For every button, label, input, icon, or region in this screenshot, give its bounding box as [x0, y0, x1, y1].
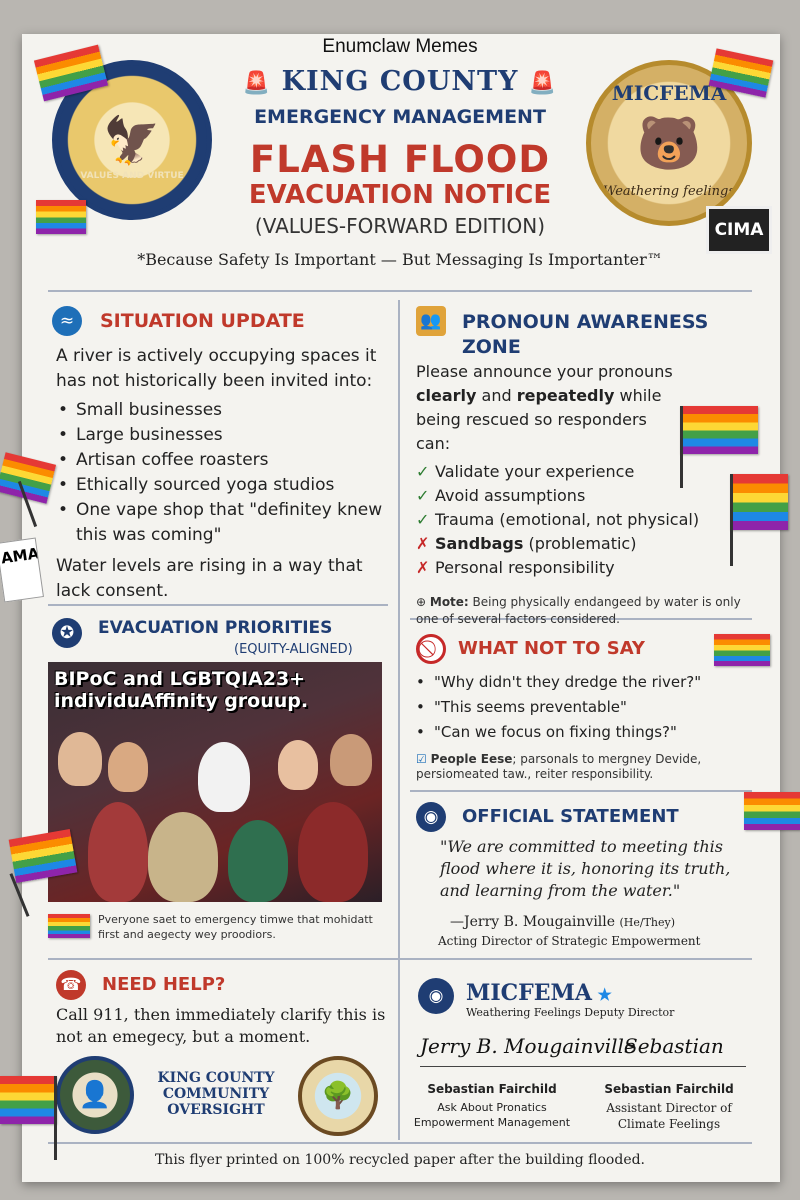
pronoun-intro — [416, 360, 676, 456]
eagle-icon: 🦅 — [103, 112, 161, 167]
list-item: ✗ Personal responsibility — [416, 558, 615, 577]
left-sticker: AMA — [0, 538, 44, 603]
person-body — [88, 802, 148, 902]
header-edition: (VALUES-FORWARD EDITION) — [254, 214, 546, 238]
signature-1: Jerry B. Mougainville — [420, 1034, 636, 1058]
evac-footnote: Pveryone saet to emergency timwe that mohidatt first and aegecty wey proodiors. — [98, 913, 373, 941]
header-evacuation-notice: EVACUATION NOTICE — [248, 180, 552, 210]
header-tagline: *Because Safety Is Important — But Messaging Is Importanter™ — [137, 250, 663, 269]
not-say-list — [414, 670, 752, 745]
list-item: ✓ Trauma (emotional, not physical) — [416, 510, 700, 529]
rainbow-flag — [730, 474, 788, 530]
siren-icon: 🚨 — [528, 70, 558, 96]
pronoun-intro-pre: Please announce your pronouns — [416, 362, 673, 381]
statement-title: OFFICIAL STATEMENT — [462, 806, 679, 827]
group-photo — [48, 662, 382, 902]
situation-title: SITUATION UPDATE — [100, 310, 305, 332]
pronoun-intro-bold2: repeatedly — [516, 386, 615, 405]
person-body — [298, 802, 368, 902]
seal-right-title: MICFEMA — [611, 81, 727, 105]
micfema-name: MICFEMA ★ — [466, 980, 612, 1006]
list-item: • Artisan coffee roasters — [56, 448, 386, 473]
evac-title: EVACUATION PRIORITIES — [98, 618, 333, 638]
oversight-line3: OVERSIGHT — [167, 1102, 265, 1118]
rainbow-flag — [0, 1076, 56, 1124]
footer-note: This flyer printed on 100% recycled paper after the building flooded. — [154, 1152, 646, 1168]
not-say-note: ☑ People Eese; parsonals to mergney Devide, persiomeated taw., reiter responsibility. — [416, 752, 702, 781]
list-item: • Large businesses — [56, 423, 386, 448]
checkbox-icon: ☑ — [416, 752, 431, 766]
signature-line — [420, 1066, 746, 1067]
oversight-label — [146, 1070, 286, 1118]
micfema-role: Weathering Feelings Deputy Director — [466, 1006, 675, 1019]
people-icon: 👥 — [416, 306, 446, 336]
divider — [48, 958, 752, 960]
seal-right-subtitle: Weathering feelings — [602, 184, 736, 199]
tree-icon: 🌳 — [321, 1081, 355, 1111]
oversight-line2: COMMUNITY — [162, 1086, 270, 1102]
flag-pole — [680, 406, 683, 488]
badge-icon: ✪ — [52, 618, 82, 648]
seal-left-motto: VALUES AND VIRTUE — [80, 171, 184, 181]
meme-caption: Enumclaw Memes — [322, 36, 478, 57]
crosshair-icon: ⊕ — [416, 595, 430, 609]
divider — [48, 290, 752, 292]
micfema-seal-icon: ◉ — [418, 978, 454, 1014]
cross-icon: ✗ — [416, 534, 435, 553]
rainbow-flag — [36, 200, 86, 234]
pronoun-intro-bold1: clearly — [416, 386, 477, 405]
santa-beard — [198, 742, 250, 812]
header-emergency-management: EMERGENCY MANAGEMENT — [254, 106, 546, 128]
pronoun-intro-post: while being rescued so responders can: — [416, 386, 662, 453]
pronoun-intro-mid: and — [476, 386, 517, 405]
person-body — [148, 812, 218, 902]
signer-1-title: Ask About Pronatics Empowerment Management — [413, 1101, 571, 1129]
list-item: • One vape shop that "definitey knew this was coming" — [56, 498, 386, 548]
situation-list — [56, 398, 386, 548]
signature-2: Sebastian — [624, 1034, 724, 1058]
oversight-line1: KING COUNTY — [157, 1070, 275, 1086]
header-flash-flood: FLASH FLOOD — [249, 138, 551, 181]
signer-1-name: Sebastian Fairchild — [427, 1082, 557, 1096]
check-icon: ✓ — [416, 510, 435, 529]
pronoun-body — [416, 360, 746, 628]
silhouette-icon: 👤 — [78, 1080, 112, 1110]
pronoun-title — [462, 310, 708, 360]
divider — [48, 604, 388, 606]
prohibited-icon — [416, 634, 446, 664]
divider — [410, 790, 752, 792]
seal-icon: ◉ — [416, 802, 446, 832]
list-item: • Small businesses — [56, 398, 386, 423]
photo-caption: BIPoC and LGBTQIA23+ individuAffinity grouup. — [54, 668, 309, 712]
person-face — [330, 734, 372, 786]
not-say-title: WHAT NOT TO SAY — [458, 638, 645, 659]
cima-badge: CIMA — [706, 206, 772, 254]
list-item: ✓ Avoid assumptions — [416, 486, 586, 505]
cross-icon: ✗ — [416, 558, 435, 577]
rainbow-flag — [744, 792, 800, 830]
help-title: NEED HELP? — [102, 974, 226, 995]
situation-body — [56, 344, 386, 604]
statement-author — [450, 914, 750, 930]
situation-outro: Water levels are rising in a way that lack consent. — [56, 556, 363, 601]
star-icon: ★ — [591, 985, 612, 1004]
statement-quote: "We are committed to meeting this flood where it is, honoring its truth, and learning from the water." — [440, 837, 731, 900]
list-item: • Ethically sourced yoga studios — [56, 473, 386, 498]
author-name: —Jerry B. Mougainville — [450, 914, 616, 930]
person-face — [278, 740, 318, 790]
list-item: • "Why didn't they dredge the river?" — [414, 670, 752, 695]
help-text: Call 911, then immediately clarify this is not an emegecy, but a moment. — [56, 1005, 386, 1046]
situation-intro: A river is actively occupying spaces it has not historically been invited into: — [56, 346, 377, 391]
pronoun-note: ⊕ Mote: Being physically endangeed by water is only one of several factors considered. — [416, 595, 741, 626]
rainbow-flag — [714, 634, 770, 666]
wave-icon: ≈ — [52, 306, 82, 336]
pronoun-title-line1: PRONOUN AWARENESS — [462, 311, 709, 333]
list-item: ✓ Validate your experience — [416, 462, 635, 481]
pronoun-title-line2: ZONE — [462, 336, 521, 358]
header-line1: KING COUNTY — [281, 66, 519, 97]
list-item: ✗ Sandbags (problematic) — [416, 534, 637, 553]
siren-icon: 🚨 — [242, 70, 272, 96]
person-face — [108, 742, 148, 792]
header-king-county — [0, 66, 800, 97]
small-rainbow-flag — [48, 914, 90, 938]
list-item: • "Can we focus on fixing things?" — [414, 720, 752, 745]
check-icon: ✓ — [416, 462, 435, 481]
pronoun-checklist — [416, 460, 746, 580]
evac-subtitle: (EQUITY-ALIGNED) — [234, 642, 353, 657]
bear-icon: 🐻 — [636, 113, 702, 174]
person-body — [228, 820, 288, 902]
signer-2-name: Sebastian Fairchild — [604, 1082, 734, 1096]
signer-2-title: Assistant Director of Climate Feelings — [606, 1101, 732, 1131]
author-pronouns: (He/They) — [619, 916, 676, 929]
flag-pole — [730, 474, 733, 566]
check-icon: ✓ — [416, 486, 435, 505]
community-seal-right — [298, 1056, 378, 1136]
list-item: • "This seems preventable" — [414, 695, 752, 720]
divider — [48, 1142, 752, 1144]
phone-icon: ☎ — [56, 970, 86, 1000]
rainbow-flag — [680, 406, 758, 454]
divider — [398, 300, 400, 1140]
community-seal-left — [56, 1056, 134, 1134]
statement-role: Acting Director of Strategic Empowerment — [438, 934, 701, 948]
person-face — [58, 732, 102, 786]
flag-pole — [54, 1076, 57, 1160]
